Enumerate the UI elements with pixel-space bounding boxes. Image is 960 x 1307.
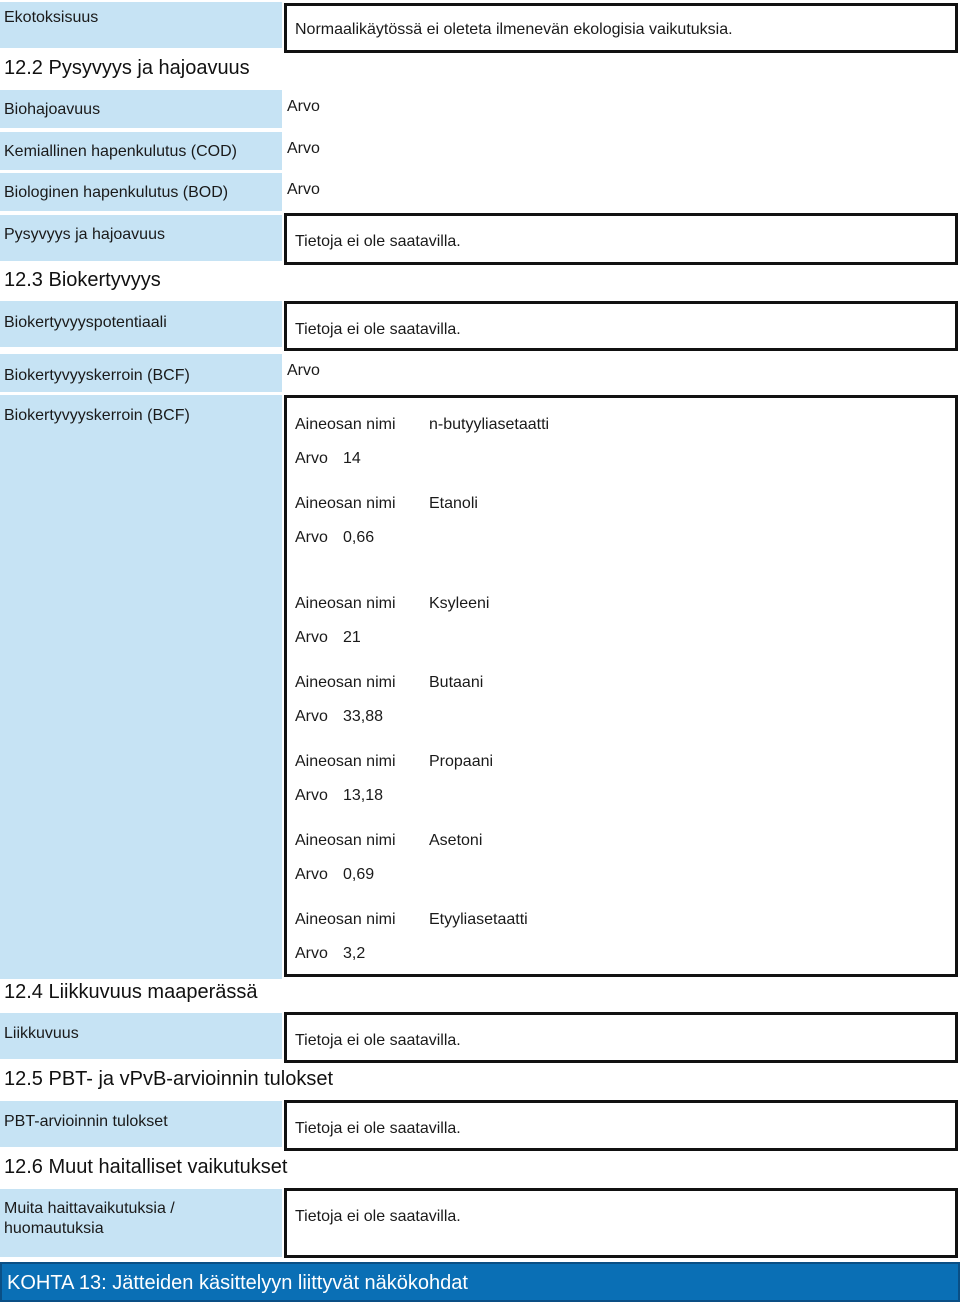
component-name-label: Aineosan nimi — [295, 911, 396, 928]
component-name: Ksyleeni — [429, 595, 490, 612]
other-effects-text: Tietoja ei ole saatavilla. — [295, 1208, 461, 1225]
component-value: 0,69 — [343, 866, 375, 883]
other-effects-value-box — [284, 1188, 958, 1258]
component-value-label: Arvo — [295, 450, 328, 467]
bcf-table-label: Biokertyvyyskerroin (BCF) — [0, 395, 282, 979]
mobility-text: Tietoja ei ole saatavilla. — [295, 1032, 461, 1049]
cod-value: Arvo — [287, 140, 320, 157]
component-value-label: Arvo — [295, 787, 328, 804]
component-name-label: Aineosan nimi — [295, 674, 396, 691]
component-value: 0,66 — [343, 529, 375, 546]
component-value: 3,2 — [343, 945, 366, 962]
bod-value: Arvo — [287, 181, 320, 198]
biodegradability-value: Arvo — [287, 98, 320, 115]
bioaccumulation-potential-text: Tietoja ei ole saatavilla. — [295, 321, 461, 338]
component-name: Propaani — [429, 753, 494, 770]
mobility-value-box — [284, 1012, 958, 1063]
section-12-3-title: 12.3 Biokertyvyys — [4, 269, 161, 291]
section-13-header: KOHTA 13: Jätteiden käsittelyyn liittyvät näkökohdat — [0, 1262, 960, 1302]
component-name: n-butyyliasetaatti — [429, 416, 550, 433]
component-value: 33,88 — [343, 708, 384, 725]
component-value-label: Arvo — [295, 629, 328, 646]
component-name-label: Aineosan nimi — [295, 753, 396, 770]
component-name: Etanoli — [429, 495, 478, 512]
component-name: Asetoni — [429, 832, 483, 849]
bcf-label: Biokertyvyyskerroin (BCF) — [0, 354, 282, 392]
component-value: 21 — [343, 629, 361, 646]
pbt-label: PBT-arvioinnin tulokset — [0, 1101, 282, 1147]
section-12-2-title: 12.2 Pysyvyys ja hajoavuus — [4, 57, 250, 79]
persistence-label: Pysyvyys ja hajoavuus — [0, 215, 282, 261]
component-name-label: Aineosan nimi — [295, 495, 396, 512]
component-value-label: Arvo — [295, 945, 328, 962]
component-name-label: Aineosan nimi — [295, 832, 396, 849]
component-name-label: Aineosan nimi — [295, 416, 396, 433]
bioaccumulation-potential-label: Biokertyvyyspotentiaali — [0, 301, 282, 347]
bioaccumulation-potential-box — [284, 301, 958, 351]
component-value-label: Arvo — [295, 529, 328, 546]
component-value: 14 — [343, 450, 361, 467]
mobility-label: Liikkuvuus — [0, 1013, 282, 1059]
persistence-text: Tietoja ei ole saatavilla. — [295, 233, 461, 250]
other-effects-label: Muita haittavaikutuksia / huomautuksia — [0, 1189, 282, 1257]
biodegradability-label: Biohajoavuus — [0, 90, 282, 128]
section-12-4-title: 12.4 Liikkuvuus maaperässä — [4, 981, 258, 1003]
component-value-label: Arvo — [295, 708, 328, 725]
ecotoxicity-label: Ekotoksisuus — [0, 2, 282, 48]
persistence-value-box — [284, 213, 958, 265]
component-name: Butaani — [429, 674, 484, 691]
component-value: 13,18 — [343, 787, 384, 804]
component-name: Etyyliasetaatti — [429, 911, 528, 928]
bod-label: Biologinen hapenkulutus (BOD) — [0, 173, 282, 211]
ecotoxicity-value-box — [284, 3, 958, 53]
bcf-table-box — [284, 395, 958, 977]
component-value-label: Arvo — [295, 866, 328, 883]
pbt-text: Tietoja ei ole saatavilla. — [295, 1120, 461, 1137]
bcf-value: Arvo — [287, 362, 320, 379]
pbt-value-box — [284, 1100, 958, 1151]
cod-label: Kemiallinen hapenkulutus (COD) — [0, 132, 282, 170]
component-name-label: Aineosan nimi — [295, 595, 396, 612]
section-12-6-title: 12.6 Muut haitalliset vaikutukset — [4, 1156, 288, 1178]
section-12-5-title: 12.5 PBT- ja vPvB-arvioinnin tulokset — [4, 1068, 334, 1090]
ecotoxicity-text: Normaalikäytössä ei oleteta ilmenevän ekologisia vaikutuksia. — [295, 21, 733, 38]
